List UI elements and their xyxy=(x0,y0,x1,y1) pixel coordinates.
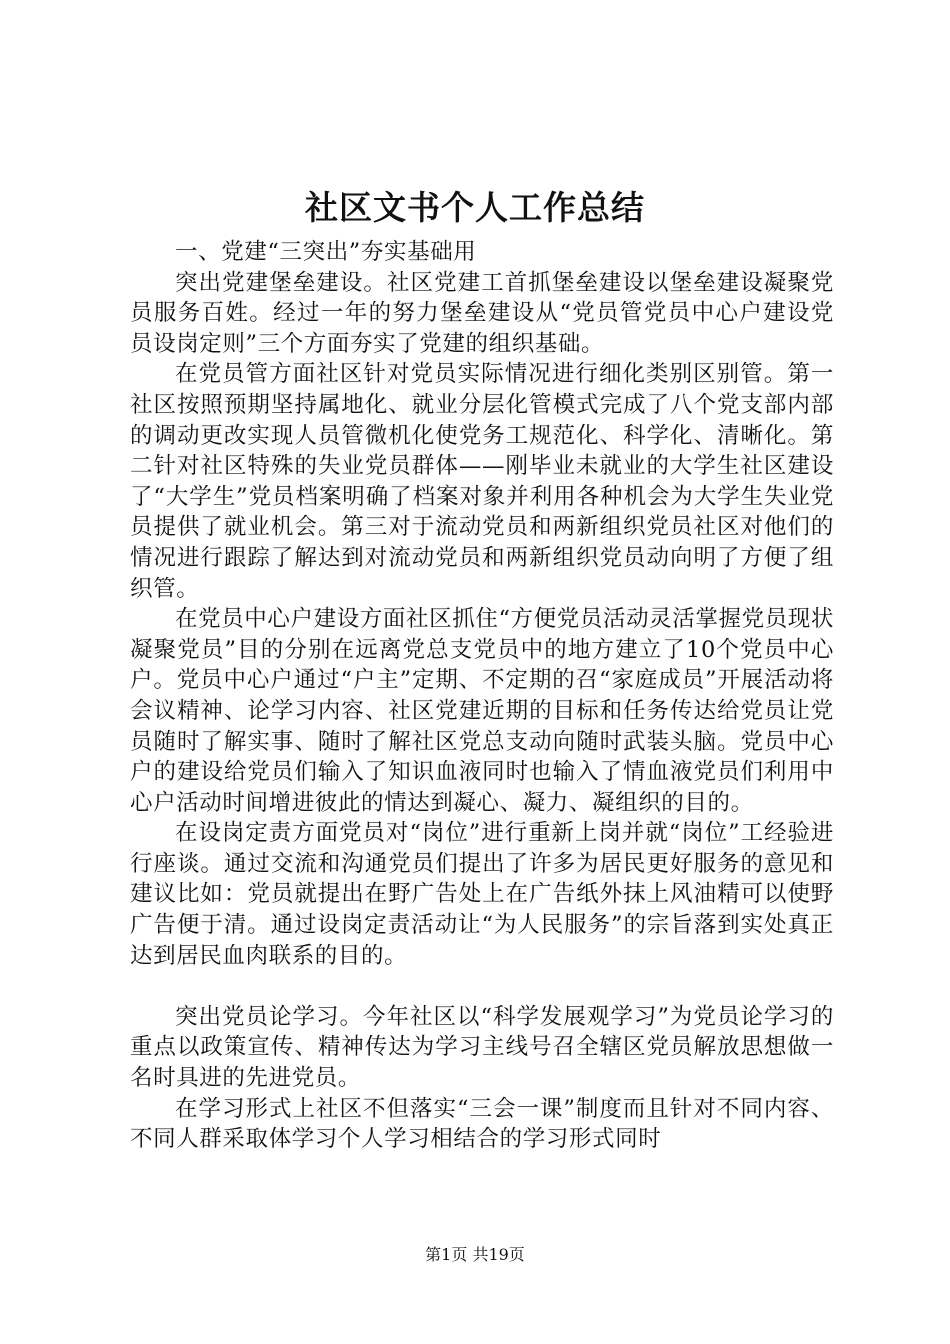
paragraph: 在党员中心户建设方面社区抓住“方便党员活动灵活掌握党员现状凝聚党员”目的分别在远离党总支党员中的地方建立了10个党员中心户。党员中心户通过“户主”定期、不定期的召“家庭成员”开展活动将会议精神、论学习内容、社区党建近期的目标和任务传达给党员让党员随时了解实事、随时了解社区党总支动向随时武装头脑。党员中心户的建设给党员们输入了知识血液同时也输入了情血液党员们利用中心户活动时间增进彼此的情达到凝心、凝力、凝组织的目的。 xyxy=(130,606,834,816)
page-footer: 第1页 共19页 xyxy=(425,1245,525,1264)
paragraph: 在设岗定责方面党员对“岗位”进行重新上岗并就“岗位”工经验进行座谈。通过交流和沟通党员们提出了许多为居民更好服务的意见和建议比如：党员就提出在野广告处上在广告纸外抹上风油精可以使野广告便于清。通过设岗定责活动让“为人民服务”的宗旨落到实处真正达到居民血肉联系的目的。 xyxy=(130,820,834,969)
document-title: 社区文书个人工作总结 xyxy=(305,188,645,227)
paragraph: 突出党建堡垒建设。社区党建工首抓堡垒建设以堡垒建设凝聚党员服务百姓。经过一年的努力堡垒建设从“党员管党员中心户建设党员设岗定则”三个方面夯实了党建的组织基础。 xyxy=(130,269,834,357)
document-body xyxy=(130,237,834,1155)
paragraph: 在党员管方面社区针对党员实际情况进行细化类别区别管。第一社区按照预期坚持属地化、就业分层化管模式完成了八个党支部内部的调动更改实现人员管微机化使党务工规范化、科学化、清晰化。第二针对社区特殊的失业党员群体——刚毕业未就业的大学生社区建设了“大学生”党员档案明确了档案对象并利用各种机会为大学生失业党员提供了就业机会。第三对于流动党员和两新组织党员社区对他们的情况进行跟踪了解达到对流动党员和两新组织党员动向明了方便了组织管。 xyxy=(130,361,834,602)
paragraph: 突出党员论学习。今年社区以“科学发展观学习”为党员论学习的重点以政策宣传、精神传达为学习主线号召全辖区党员解放思想做一名时具进的先进党员。 xyxy=(130,1003,834,1092)
section-heading: 一、党建“三突出”夯实基础用 xyxy=(175,239,477,265)
paragraph: 在学习形式上社区不但落实“三会一课”制度而且针对不同内容、不同人群采取体学习个人学习相结合的学习形式同时 xyxy=(130,1095,834,1153)
